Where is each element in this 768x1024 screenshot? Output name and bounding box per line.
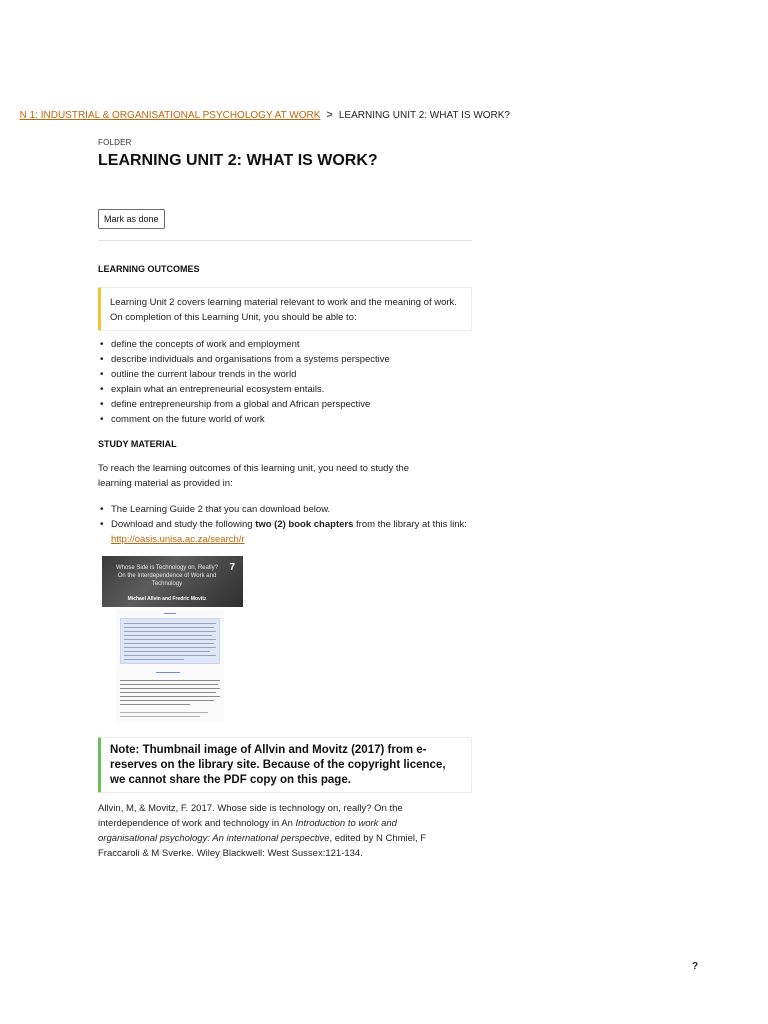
reference-text: Allvin, M, & Movitz, F. 2017. Whose side is technology on, really? On the interdependence of work and technology in An xyxy=(98,803,403,829)
abstract-highlight xyxy=(120,618,220,664)
list-item-text: Download and study the following xyxy=(111,519,256,530)
chapter-cover-thumbnail xyxy=(102,556,243,607)
reference-text: , edited by N Chmiel, F Fraccaroli & M Sverke. Wiley Blackwell: West Sussex:121-134. xyxy=(98,833,427,859)
page-title: LEARNING UNIT 2: WHAT IS WORK? xyxy=(98,152,378,169)
study-material-list xyxy=(98,502,468,547)
breadcrumb-separator-icon: > xyxy=(326,109,333,121)
list-item xyxy=(98,517,468,547)
mark-as-done-button[interactable]: Mark as done xyxy=(98,209,165,229)
study-material-heading: STUDY MATERIAL xyxy=(98,439,177,449)
thumbnail-chapter-number: 7 xyxy=(229,562,235,573)
learning-outcomes-list xyxy=(98,337,472,427)
thumbnail-title: Whose Side is Technology on, Really? On the Interdependence of Work and Technology xyxy=(116,565,218,587)
reference-book-title: Introduction to work and organisational psychology: An international perspective xyxy=(98,818,397,844)
list-item: • comment on the future world of work xyxy=(98,412,472,427)
divider xyxy=(98,240,472,241)
copyright-note: Note: Thumbnail image of Allvin and Movitz (2017) from e-reserves on the library site. Because of the copyright licence, we cannot share the PDF copy on this page. xyxy=(98,737,472,793)
breadcrumb-parent-link[interactable]: N 1: INDUSTRIAL & ORGANISATIONAL PSYCHOLOGY AT WORK xyxy=(19,109,321,121)
library-link[interactable]: http://oasis.unisa.ac.za/search/r xyxy=(111,534,245,545)
chapter-page-thumbnail xyxy=(116,610,224,722)
reference-citation xyxy=(98,801,458,861)
breadcrumb xyxy=(0,109,768,123)
list-item: • describe individuals and organisations from a systems perspective xyxy=(98,352,472,367)
list-item: • explain what an entrepreneurial ecosystem entails. xyxy=(98,382,472,397)
folder-label: FOLDER xyxy=(98,138,132,147)
learning-outcomes-callout: Learning Unit 2 covers learning material relevant to work and the meaning of work. On completion of this Learning Unit, you should be able to: xyxy=(98,287,472,331)
study-material-intro: To reach the learning outcomes of this learning unit, you need to study the learning material as provided in: xyxy=(98,463,410,489)
list-item: • outline the current labour trends in the world xyxy=(98,367,472,382)
list-item: • The Learning Guide 2 that you can download below. xyxy=(98,502,468,517)
help-icon[interactable]: ? xyxy=(692,961,699,972)
main-content xyxy=(98,138,472,859)
thumbnail-authors: Michael Allvin and Fredric Movitz xyxy=(127,596,207,602)
breadcrumb-current: LEARNING UNIT 2: WHAT IS WORK? xyxy=(338,109,510,121)
list-item: • define entrepreneurship from a global and African perspective xyxy=(98,397,472,412)
list-item: • define the concepts of work and employment xyxy=(98,337,472,352)
learning-outcomes-heading: LEARNING OUTCOMES xyxy=(98,264,200,274)
list-item-bold: two (2) book chapters xyxy=(255,519,354,530)
list-item-text: from the library at this link: xyxy=(353,519,467,530)
